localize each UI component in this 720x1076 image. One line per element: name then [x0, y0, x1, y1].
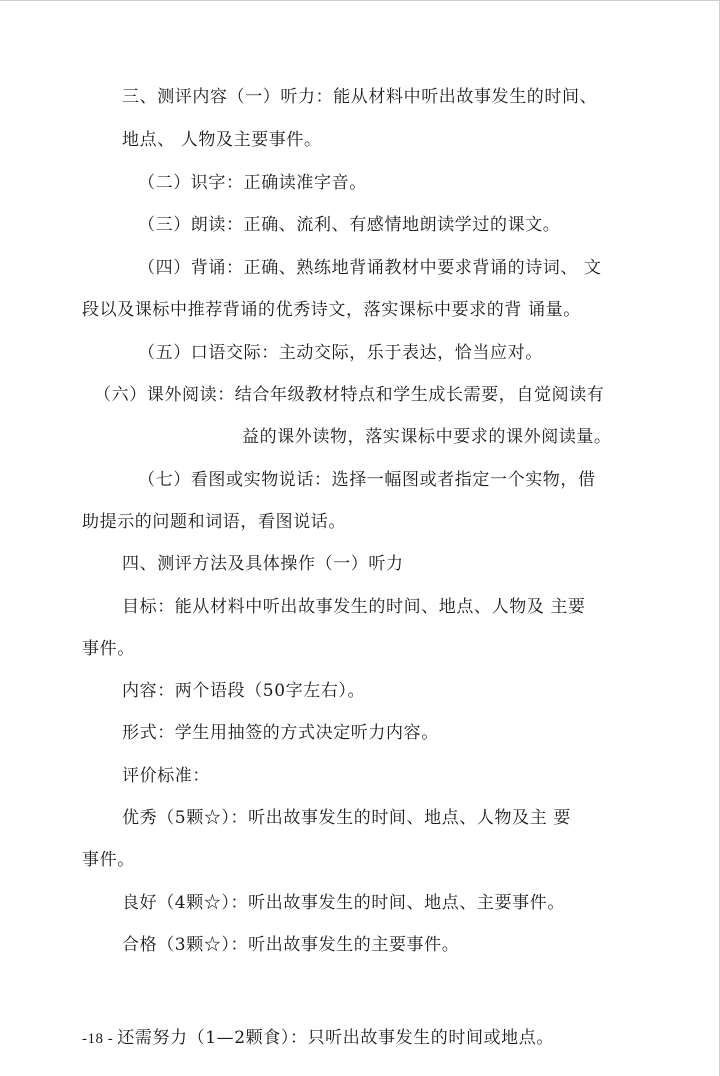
page-number: -18 - [82, 1031, 114, 1047]
text-line: 地点、 人物及主要事件。 [122, 130, 322, 150]
text-line: （七）看图或实物说话：选择一幅图或者指定一个实物，借 [138, 470, 596, 490]
text-line: （五）口语交际：主动交际，乐于表达，恰当应对。 [138, 343, 543, 363]
text-line: 目标：能从材料中听出故事发生的时间、地点、人物及 主要 [122, 597, 586, 617]
text-line: 良好（4颗☆）：听出故事发生的时间、地点、主要事件。 [122, 893, 565, 913]
text-line: 段以及课标中推荐背诵的优秀诗文，落实课标中要求的背 诵量。 [82, 300, 581, 320]
text-line: 事件。 [82, 850, 135, 870]
text-line: （六）课外阅读：结合年级教材特点和学生成长需要，自觉阅读有 [94, 385, 605, 405]
footer-line [82, 1027, 554, 1050]
text-line: 内容：两个语段（50字左右）。 [122, 681, 366, 701]
text-line: 三、测评内容（一）听力：能从材料中听出故事发生的时间、 [122, 87, 598, 107]
page-border-top [0, 0, 720, 1]
text-line: 评价标准： [122, 766, 210, 786]
text-line: （四）背诵：正确、熟练地背诵教材中要求背诵的诗词、 文 [138, 258, 602, 278]
text-line: （三）朗读：正确、流利、有感情地朗读学过的课文。 [138, 215, 561, 235]
section-heading: 四、测评方法及具体操作（一）听力 [122, 554, 404, 574]
text-line: 形式：学生用抽签的方式决定听力内容。 [122, 723, 439, 743]
text-line: 优秀（5颗☆）：听出故事发生的时间、地点、人物及主 要 [122, 808, 571, 828]
text-line: 合格（3颗☆）：听出故事发生的主要事件。 [122, 935, 460, 955]
text-line: 事件。 [82, 639, 135, 659]
text-line: 益的课外读物，落实课标中要求的课外阅读量。 [242, 427, 612, 447]
text-line: 助提示的问题和词语，看图说话。 [82, 512, 346, 532]
text-line: （二）识字：正确读准字音。 [138, 173, 367, 193]
footer-text: 还需努力（1—2颗食）：只听出故事发生的时间或地点。 [117, 1028, 554, 1048]
